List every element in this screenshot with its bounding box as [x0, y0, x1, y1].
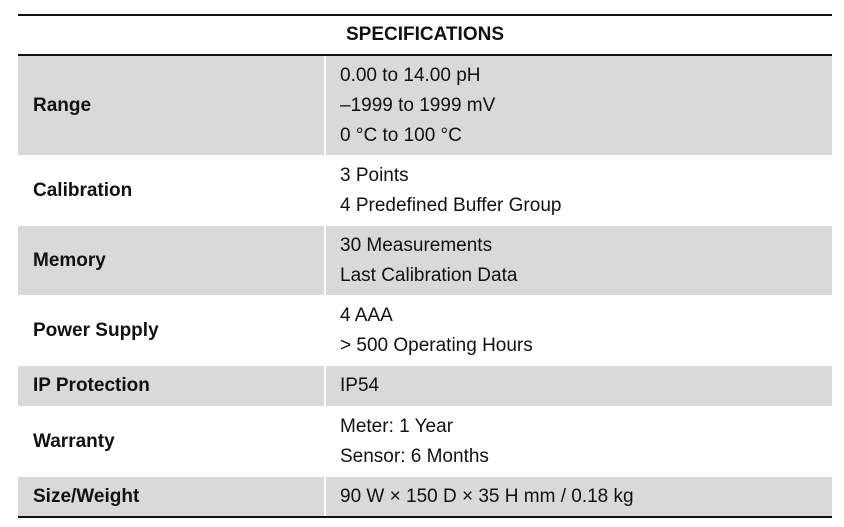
- table-row-size-weight: [18, 477, 832, 518]
- row-value-power-supply: [325, 296, 832, 366]
- value-line: Sensor: 6 Months: [340, 445, 489, 467]
- value-line: 0 °C to 100 °C: [340, 124, 462, 146]
- row-label-warranty: Warranty: [18, 407, 325, 477]
- row-label-power-supply: Power Supply: [18, 296, 325, 366]
- table-header-row: [18, 15, 832, 55]
- value-line: –1999 to 1999 mV: [340, 94, 496, 116]
- row-value-calibration: [325, 156, 832, 226]
- table-row-calibration: [18, 156, 832, 226]
- value-line: 90 W × 150 D × 35 H mm / 0.18 kg: [340, 485, 634, 507]
- value-line: 0.00 to 14.00 pH: [340, 64, 481, 86]
- specifications-table: [18, 14, 832, 518]
- value-line: 3 Points: [340, 164, 409, 186]
- value-line: 4 AAA: [340, 304, 393, 326]
- row-value-warranty: [325, 407, 832, 477]
- row-value-range: [325, 55, 832, 156]
- row-value-memory: [325, 226, 832, 296]
- row-label-range: Range: [18, 55, 325, 156]
- row-value-size-weight: [325, 477, 832, 518]
- row-label-memory: Memory: [18, 226, 325, 296]
- value-line: 30 Measurements: [340, 234, 493, 256]
- value-line: IP54: [340, 375, 380, 396]
- value-line: > 500 Operating Hours: [340, 334, 533, 356]
- row-value-ip-protection: [325, 366, 832, 407]
- table-row-range: [18, 55, 832, 156]
- value-line: Last Calibration Data: [340, 264, 518, 286]
- table-row-power-supply: [18, 296, 832, 366]
- row-label-size-weight: Size/Weight: [18, 477, 325, 518]
- table-row-ip-protection: [18, 366, 832, 407]
- row-label-ip-protection: IP Protection: [18, 366, 325, 407]
- value-line: 4 Predefined Buffer Group: [340, 194, 562, 216]
- row-label-calibration: Calibration: [18, 156, 325, 226]
- table-row-warranty: [18, 407, 832, 477]
- value-line: Meter: 1 Year: [340, 415, 454, 437]
- table-title: SPECIFICATIONS: [18, 15, 832, 55]
- table-row-memory: [18, 226, 832, 296]
